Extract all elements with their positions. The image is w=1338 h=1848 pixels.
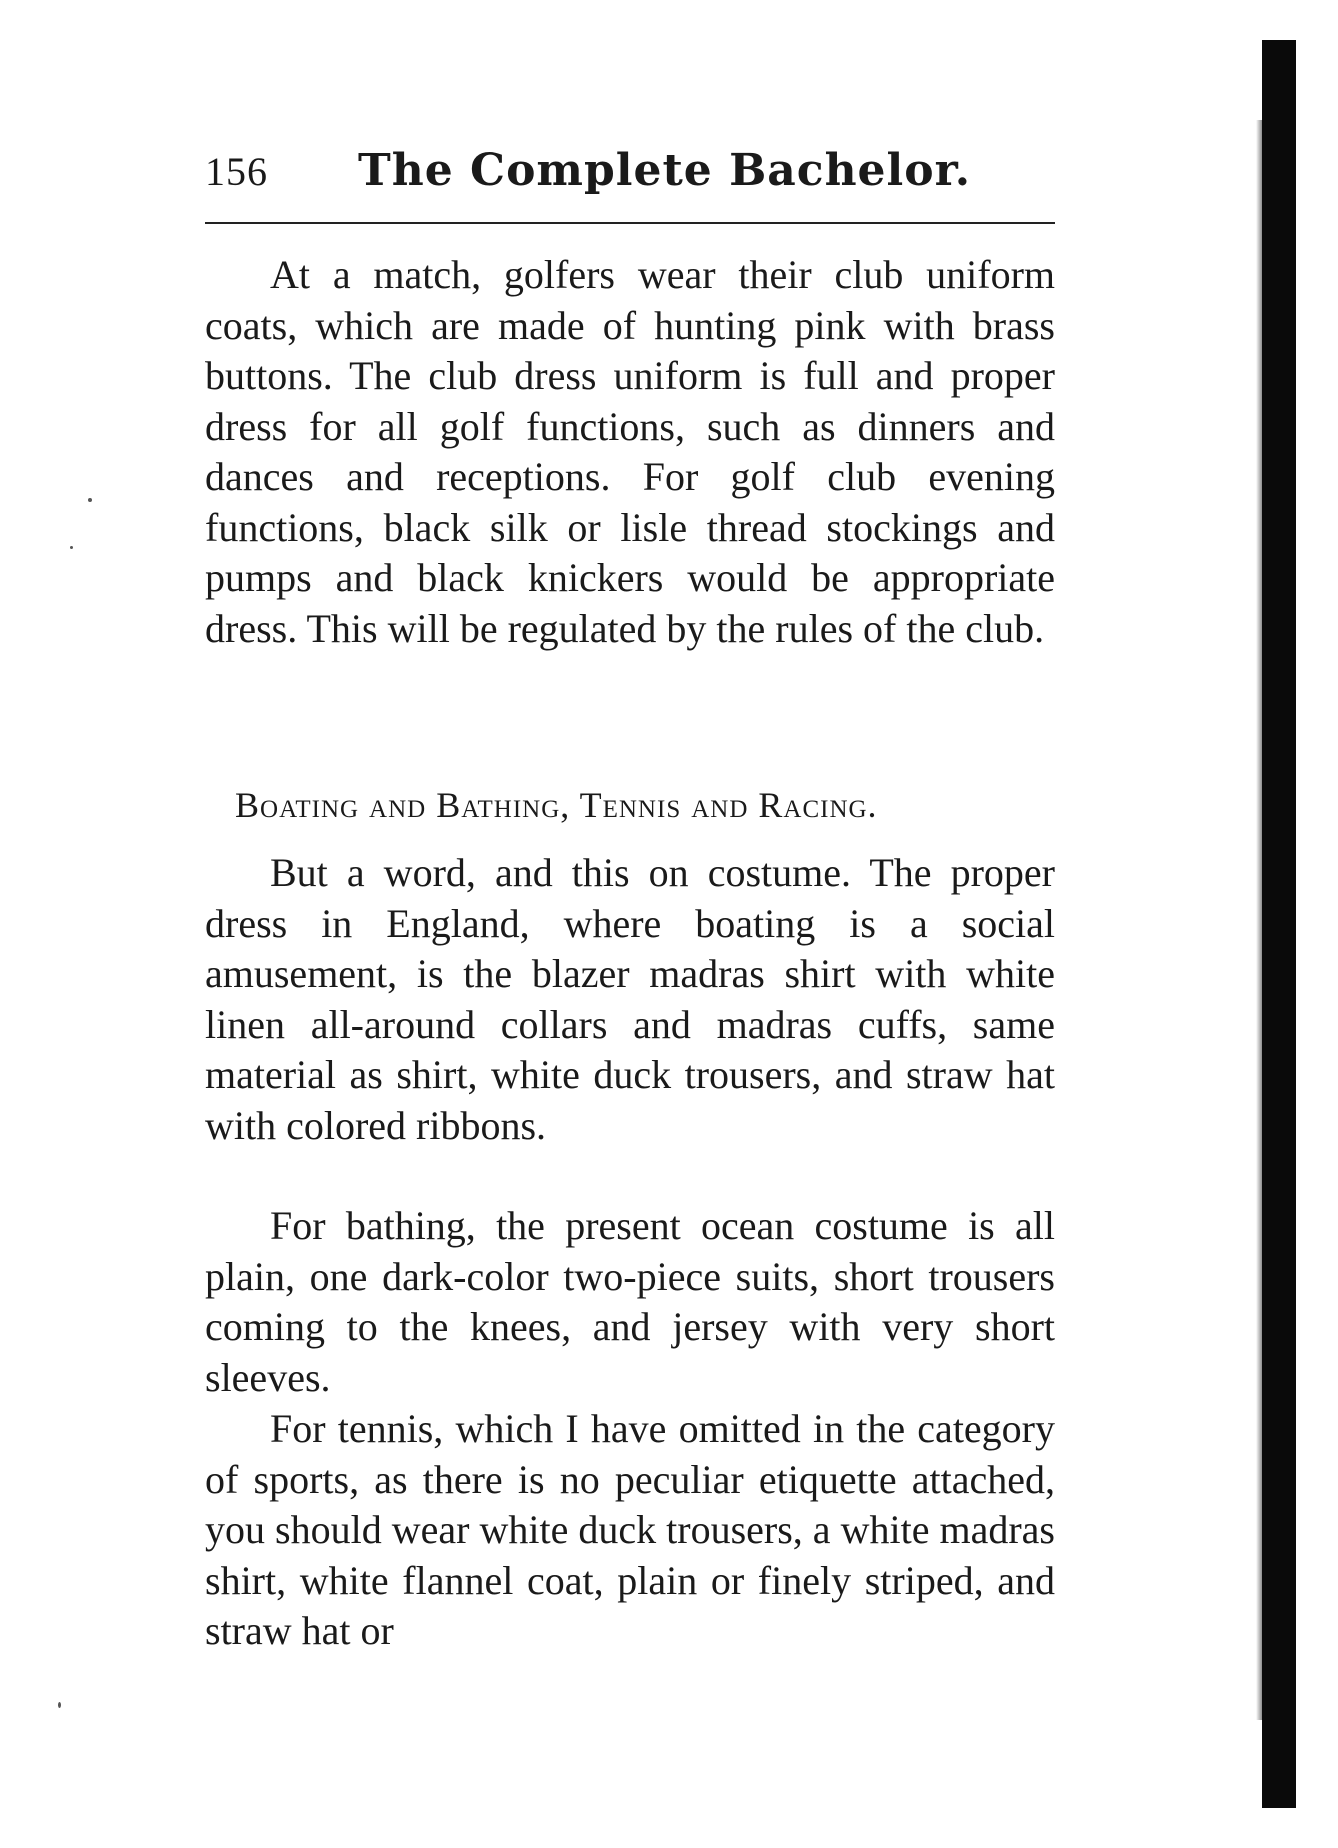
paragraph-boating: But a word, and this on costume. The proper dress in England, where boating is a social amusement, is the blazer madras shirt with white linen all-around collars and madras cuffs, same material as shirt, white duck trousers, and straw hat with colored ribbons.: [205, 850, 1055, 1148]
section-heading: Boating and Bathing, Tennis and Racing.: [235, 785, 878, 825]
paragraph-bathing: For bathing, the present ocean costume is all plain, one dark-color two-piece suits, short trousers coming to the knees, and jersey with very short sleeves.: [205, 1203, 1055, 1400]
scan-speck: [88, 498, 92, 502]
scan-binding-edge: [1262, 40, 1296, 1808]
paragraph-golf-dress: At a match, golfers wear their club uniform coats, which are made of hunting pink with brass buttons. The club dress uniform is full and proper dress for all golf functions, such as dinners and dances and receptions. For golf club evening functions, black silk or lisle thread stockings and pumps and black knickers would be appropriate dress. This will be regulated by the rules of the club.: [205, 252, 1055, 651]
scan-speck: [58, 1702, 61, 1708]
header-rule: [205, 222, 1055, 224]
scan-speck: [70, 546, 73, 549]
page-number: 156: [205, 149, 268, 194]
page-header: [205, 145, 1055, 205]
running-title: The Complete Bachelor.: [358, 145, 972, 196]
paragraph-tennis: For tennis, which I have omitted in the category of sports, as there is no peculiar etiquette attached, you should wear white duck trousers, a white madras shirt, white flannel coat, plain or finely striped, and straw hat or: [205, 1406, 1055, 1653]
